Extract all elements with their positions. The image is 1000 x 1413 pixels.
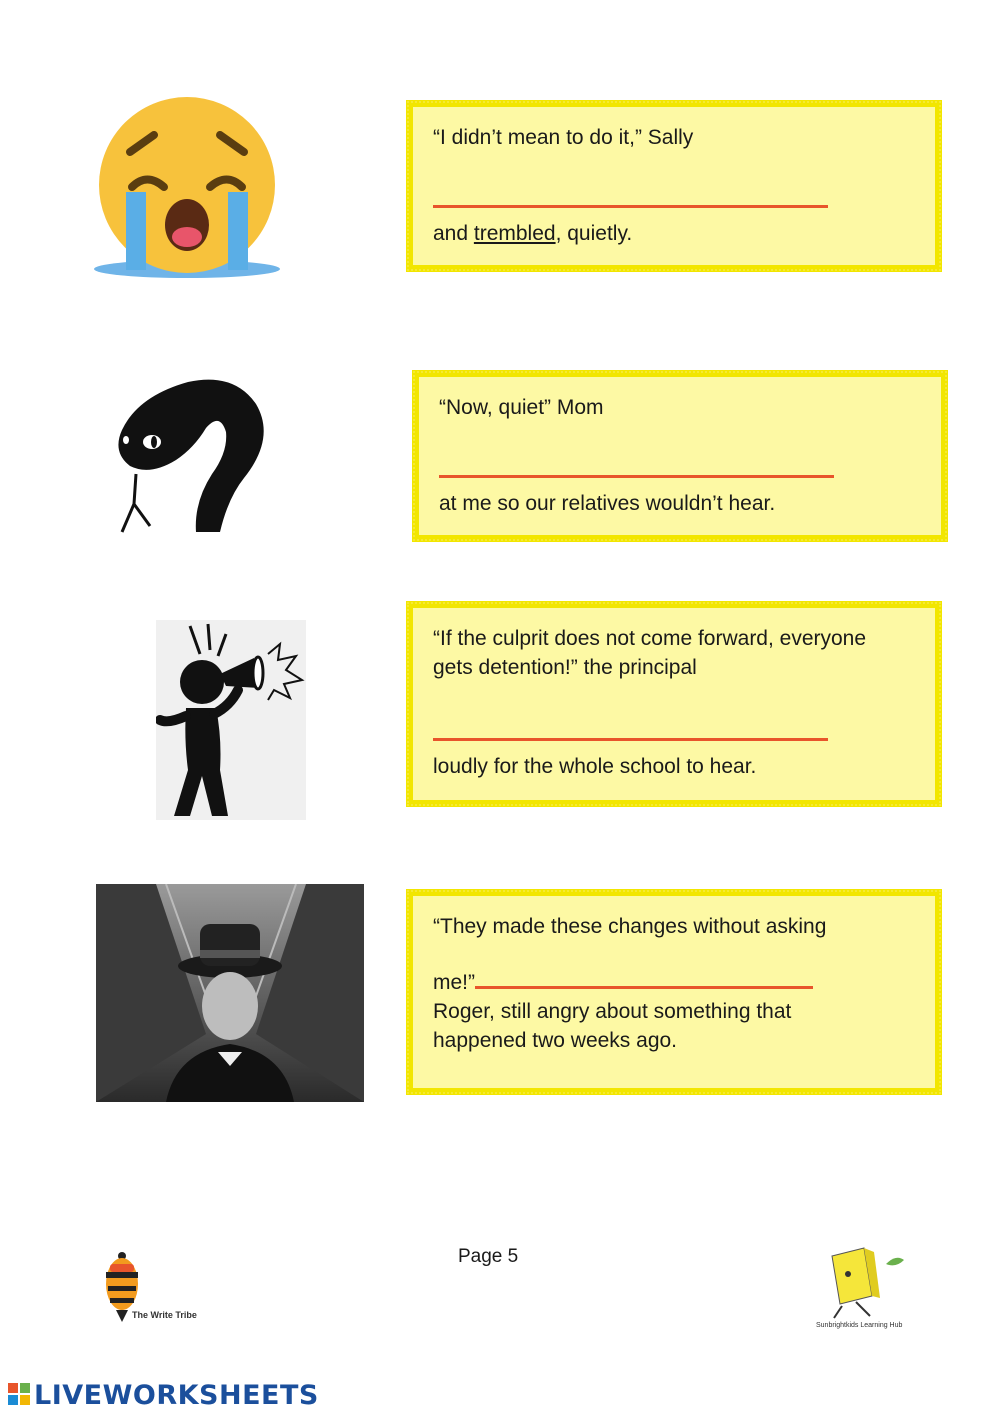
card-4-line-1b: me!”	[433, 968, 915, 997]
card-3-blank[interactable]	[433, 738, 828, 741]
card-3-line-1: “If the culprit does not come forward, everyone	[433, 627, 867, 650]
person-megaphone-icon	[156, 620, 306, 820]
sentence-card-1	[406, 100, 942, 272]
card-4-line-2: Roger, still angry about something that	[433, 1000, 792, 1023]
liveworksheets-brand: LIVEWORKSHEETS	[34, 1380, 319, 1411]
man-bowler-hat-photo	[96, 884, 364, 1102]
card-3-line-2: loudly for the whole school to hear.	[433, 755, 757, 778]
card-4-line-3: happened two weeks ago.	[433, 1029, 678, 1052]
card-1-line-2: and trembled, quietly.	[433, 222, 633, 245]
card-4-line-1: “They made these changes without asking	[433, 915, 827, 938]
sentence-card-2	[412, 370, 948, 542]
write-tribe-caption: The Write Tribe	[132, 1310, 197, 1320]
page-number: Page 5	[458, 1246, 519, 1267]
card-1-line-1: “I didn’t mean to do it,” Sally	[433, 126, 694, 149]
book-mascot-logo	[812, 1246, 908, 1322]
sunbrightkids-caption: Sunbrightkids Learning Hub	[816, 1322, 903, 1329]
card-1-blank[interactable]	[433, 205, 828, 208]
snake-hiss-icon	[116, 378, 276, 536]
sentence-card-3	[406, 601, 942, 807]
card-2-line-2: at me so our relatives wouldn’t hear.	[439, 492, 776, 515]
sentence-card-4	[406, 889, 942, 1095]
card-2-blank[interactable]	[439, 475, 834, 478]
liveworksheets-logo-icon	[8, 1383, 30, 1405]
crying-face-icon	[92, 97, 282, 282]
card-3-line-1b: gets detention!” the principal	[433, 656, 697, 679]
card-4-blank[interactable]	[475, 972, 813, 989]
card-2-line-1: “Now, quiet” Mom	[439, 396, 604, 419]
underlined-verb: trembled	[473, 222, 556, 245]
